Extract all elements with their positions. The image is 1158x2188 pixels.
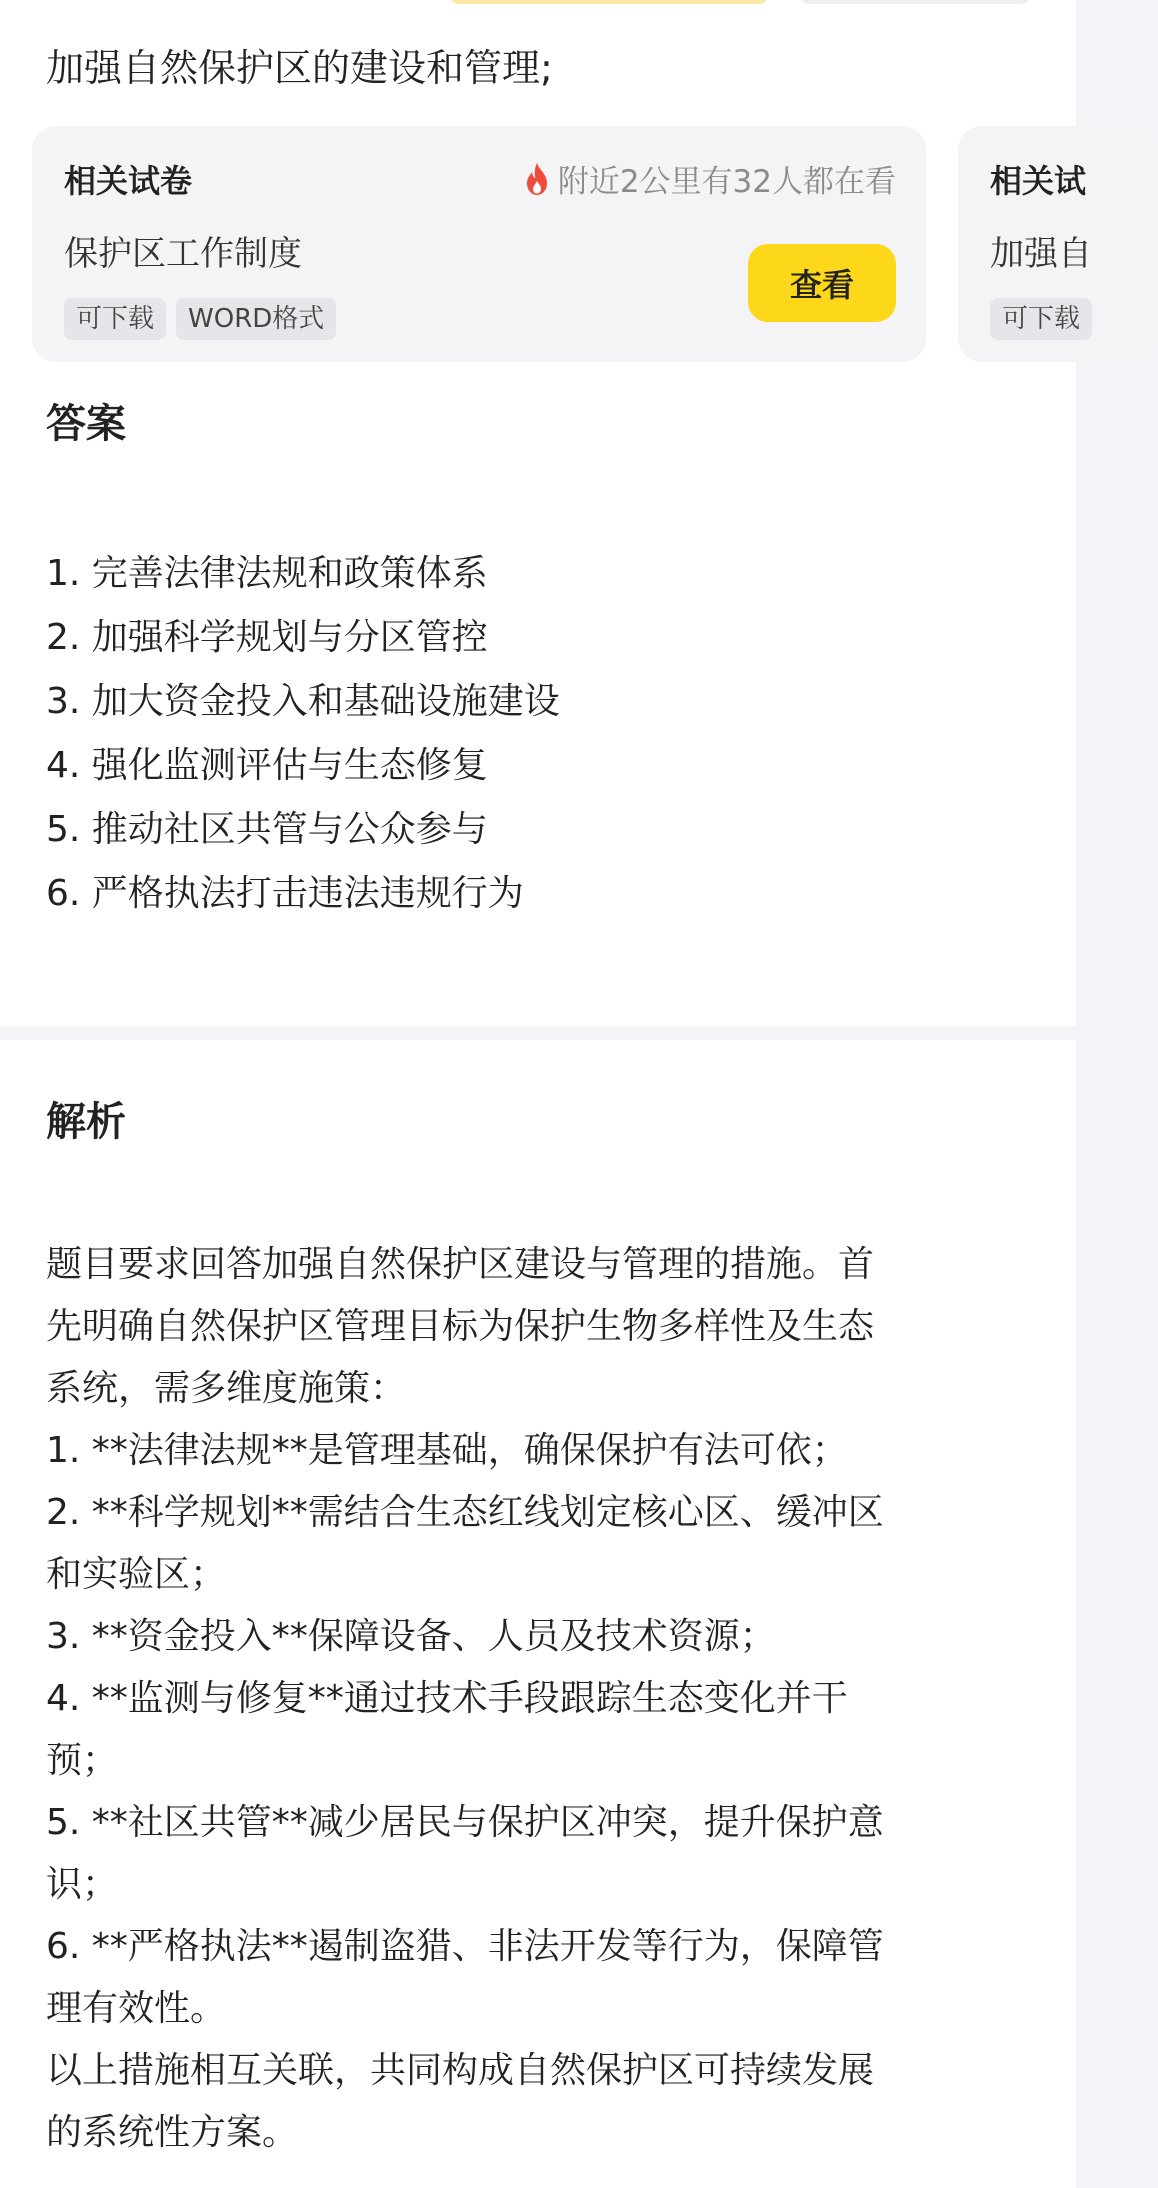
analysis-body bbox=[46, 1234, 884, 2164]
analysis-line: 预； bbox=[46, 1740, 119, 1781]
card-subtitle: 保护区工作制度 bbox=[64, 234, 302, 274]
analysis-line: 6. **严格执法**遏制盗猎、非法开发等行为，保障管 bbox=[46, 1926, 884, 1967]
analysis-line: 和实验区； bbox=[46, 1554, 227, 1595]
card-title: 相关试卷 bbox=[64, 162, 193, 200]
answer-item: 2. 加强科学规划与分区管控 bbox=[46, 617, 488, 658]
analysis-line: 的系统性方案。 bbox=[46, 2112, 299, 2153]
nearby-viewers bbox=[524, 156, 896, 201]
answer-list bbox=[46, 542, 560, 926]
analysis-line: 2. **科学规划**需结合生态红线划定核心区、缓冲区 bbox=[46, 1492, 884, 1533]
answer-item: 1. 完善法律法规和政策体系 bbox=[46, 553, 488, 594]
analysis-section bbox=[0, 1040, 1076, 2188]
analysis-line: 题目要求回答加强自然保护区建设与管理的措施。首 bbox=[46, 1244, 875, 1285]
question-section bbox=[0, 0, 1092, 1026]
partial-top-button-secondary[interactable] bbox=[800, 0, 1030, 4]
related-paper-card[interactable] bbox=[32, 126, 926, 362]
analysis-line: 先明确自然保护区管理目标为保护生物多样性及生态 bbox=[46, 1306, 875, 1347]
analysis-line: 识； bbox=[46, 1864, 119, 1905]
nearby-viewers-text: 附近2公里有32人都在看 bbox=[557, 164, 896, 200]
partial-top-button[interactable] bbox=[450, 0, 768, 4]
answer-heading: 答案 bbox=[46, 401, 126, 447]
card-tags bbox=[64, 298, 336, 340]
fire-icon bbox=[524, 162, 550, 196]
related-paper-card-partial[interactable] bbox=[958, 126, 1158, 362]
analysis-line: 1. **法律法规**是管理基础，确保保护有法可依； bbox=[46, 1430, 848, 1471]
analysis-line: 5. **社区共管**减少居民与保护区冲突，提升保护意 bbox=[46, 1802, 884, 1843]
card-subtitle: 加强自 bbox=[990, 234, 1092, 274]
analysis-line: 4. **监测与修复**通过技术手段跟踪生态变化并干 bbox=[46, 1678, 848, 1719]
answer-item: 3. 加大资金投入和基础设施建设 bbox=[46, 681, 560, 722]
tag-downloadable: 可下载 bbox=[990, 298, 1092, 340]
analysis-line: 3. **资金投入**保障设备、人员及技术资源； bbox=[46, 1616, 776, 1657]
answer-item: 6. 严格执法打击违法违规行为 bbox=[46, 873, 524, 914]
tag-word-format: WORD格式 bbox=[176, 298, 336, 340]
question-text: 加强自然保护区的建设和管理; bbox=[46, 46, 553, 90]
analysis-line: 理有效性。 bbox=[46, 1988, 227, 2029]
answer-item: 4. 强化监测评估与生态修复 bbox=[46, 745, 488, 786]
card-tags bbox=[990, 298, 1092, 340]
analysis-line: 系统，需多维度施策： bbox=[46, 1368, 407, 1409]
view-button[interactable]: 查看 bbox=[748, 244, 896, 322]
analysis-heading: 解析 bbox=[46, 1099, 126, 1145]
answer-item: 5. 推动社区共管与公众参与 bbox=[46, 809, 488, 850]
analysis-line: 以上措施相互关联，共同构成自然保护区可持续发展 bbox=[46, 2050, 875, 2091]
tag-downloadable: 可下载 bbox=[64, 298, 166, 340]
card-title: 相关试 bbox=[990, 162, 1087, 200]
